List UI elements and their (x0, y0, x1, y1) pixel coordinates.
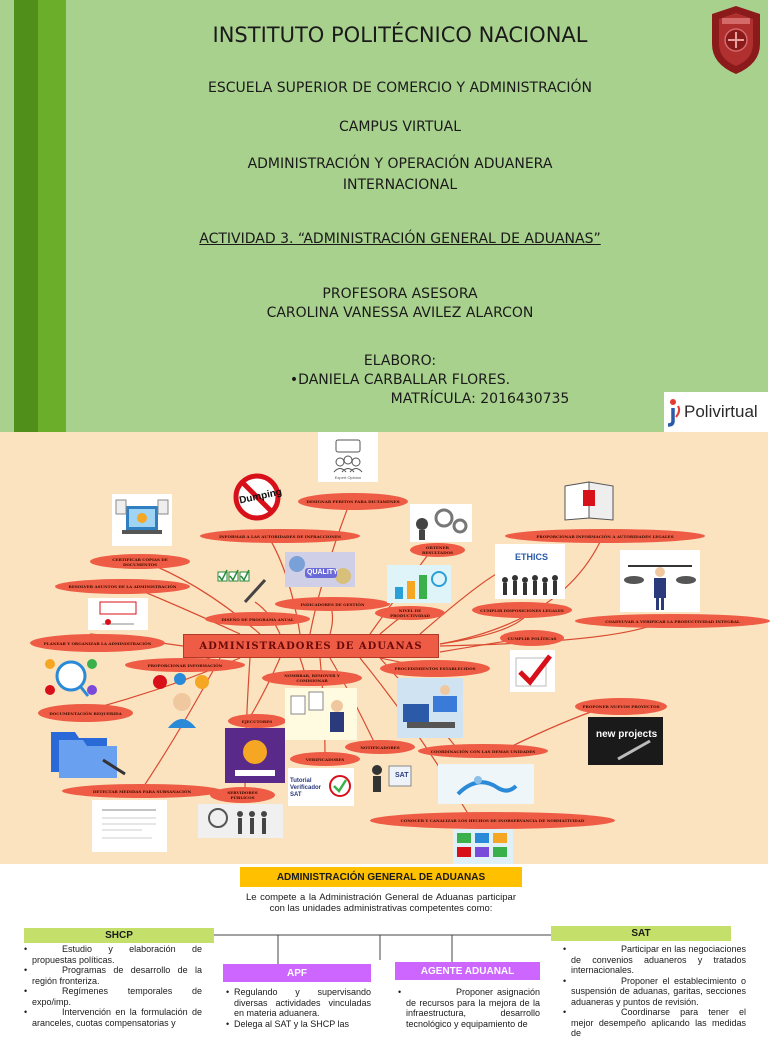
made-by-label: ELABORO: (363, 353, 437, 369)
productivity-image (387, 565, 451, 603)
sat-list (563, 944, 746, 1039)
list-item: • Estudio y elaboración de propuestas políticas. (24, 944, 202, 965)
list-item: • Regulando y supervisando diversas actividades vinculadas en materia aduanera. (226, 987, 371, 1018)
central-node: ADMINISTRADORES DE ADUANAS (183, 634, 439, 658)
planning-magnifier-icon (40, 654, 102, 700)
node-indicadores-gestion: INDICADORES DE GESTIÓN (275, 597, 390, 611)
handshake-icon (438, 764, 534, 804)
node-coordinacion-unidades: COORDINACIÓN CON LAS DEMAS UNIDADES (418, 744, 548, 758)
list-item: • Delega al SAT y la SHCP las (226, 1018, 350, 1029)
quality-label: QUALITY (307, 569, 338, 576)
course-name-line1: ADMINISTRACIÓN Y OPERACIÓN ADUANERA (247, 156, 553, 172)
documents-person-icon (285, 688, 357, 740)
advisor-label: PROFESORA ASESORA (322, 286, 478, 302)
dumping-label: Dumping (238, 486, 283, 507)
agente-aduanal-box: AGENTE ADUANAL (395, 962, 540, 980)
node-detectar-medidas: DETECTAR MEDIDAS PARA SUBSANACIÓN (62, 784, 222, 798)
checkmark-icon (510, 650, 555, 692)
tutorial-label: Tutorial Verificador SAT (290, 778, 322, 798)
mind-map (0, 432, 768, 864)
public-servants-image (198, 804, 283, 838)
institute-title: INSTITUTO POLITÉCNICO NACIONAL (212, 23, 588, 47)
node-proporcionar-informacion: PROPORCIONAR INFORMACIÓN (125, 658, 245, 672)
node-programa-anual: DISEÑO DE PROGRAMA ANUAL (205, 612, 310, 626)
apf-box: APF (223, 964, 371, 982)
left-stripe-light (38, 0, 66, 432)
bar-charts-icon (453, 829, 513, 864)
list-item: • Participar en las negociaciones de convenios aduaneros y tratados internacionales. (563, 944, 746, 975)
campus-name: CAMPUS VIRTUAL (338, 119, 462, 135)
node-certificar-copias: CERTIFICAR COPIAS DE DOCUMENTOS (90, 554, 190, 569)
enrollment-number: MATRÍCULA: 2016430735 (390, 391, 570, 407)
productivity-chart-icon (387, 565, 451, 603)
course-name-line2: INTERNACIONAL (342, 177, 458, 193)
dumping-image (230, 472, 285, 522)
polivirtual-logo (664, 392, 768, 432)
node-planear-organizar: PLANEAR Y ORGANIZAR LA ADMINISTRACIÓN (30, 634, 165, 652)
problem-image (88, 598, 148, 630)
new-projects-label: new projects (596, 729, 658, 740)
sat-notifier-image (365, 758, 415, 798)
title-slide (0, 0, 768, 432)
node-servidores-publicos: SERVIDORES PÚBLICOS (210, 787, 275, 803)
node-nombrar-remover: NOMBRAR, REMOVER Y COMISIONAR (262, 670, 362, 686)
book-icon (557, 476, 622, 524)
node-cumplir-politicas: CUMPLIR POLÍTICAS (500, 630, 564, 646)
node-designar-peritos: DESIGNAR PERITOS PARA DICTAMENES (298, 493, 408, 510)
sat-box: SAT (551, 926, 731, 941)
checklist-image (215, 566, 270, 606)
node-cumplir-disposiciones: CUMPLIR DISPOSICIONES LEGALES (472, 602, 572, 618)
node-ejecutores: EJECUTORES (228, 714, 286, 728)
form-document-icon (92, 800, 167, 852)
folders-icon (45, 722, 130, 780)
quality-image (285, 552, 355, 587)
shcp-list (24, 944, 202, 1028)
sat-label: SAT (395, 772, 409, 779)
public-servants-icon (198, 804, 283, 838)
activity-title: ACTIVIDAD 3. “ADMINISTRACIÓN GENERAL DE ADUANAS” (199, 231, 601, 247)
law-book-image (557, 476, 622, 524)
problem-sign-icon (88, 598, 148, 630)
list-item: • Proponer el establecimiento o suspensión de aduanas, garitas, secciones aduaneras y puntos de revisión. (563, 975, 746, 1007)
node-informar-autoridades: INFORMAR A LAS AUTORIDADES DE INFRACCIONES (200, 529, 360, 543)
polivirtual-logo-icon (664, 397, 682, 427)
questions-person-icon (150, 672, 215, 730)
agd-intro: Le compete a la Administración General de Aduanas participar con las unidades administrativas competentes como: (246, 892, 516, 914)
documents-laptop-icon (112, 494, 172, 546)
list-item: • Intervención en la formulación de aranceles, cuotas compensatorias y (24, 1007, 202, 1028)
documents-image (112, 494, 172, 546)
left-stripe-dark (14, 0, 38, 432)
folders-image (45, 722, 130, 780)
list-item: • Regímenes temporales de expo/imp. (24, 986, 202, 1007)
gears-person-icon (410, 504, 472, 542)
tutorial-image (288, 768, 354, 806)
student-name: •DANIELA CARBALLAR FLORES. (289, 372, 511, 388)
ipn-seal-icon (708, 4, 764, 76)
polivirtual-logo-text: Polivirtual (684, 402, 758, 421)
procedures-image (397, 678, 463, 738)
node-coadyuvar-productividad: COADYUVAR A VERIFICAR LA PRODUCTIVIDAD INTEGRAL (575, 614, 770, 628)
appointment-image (285, 688, 357, 740)
expert-opinion-image (318, 432, 378, 482)
node-verificadores: VERIFICADORES (290, 752, 360, 766)
list-item: • Programas de desarrollo de la región fronteriza. (24, 965, 202, 986)
node-proponer-proyectos: PROPONER NUEVOS PROYECTOS (575, 698, 667, 715)
agente-aduanal-list (398, 987, 540, 1029)
list-item: • Proponer asignación de recursos para la mejora de la infraestructura, desarrollo tecnológico y equipamiento de (398, 987, 540, 1029)
agd-section (0, 864, 768, 1038)
node-procedimientos-establecidos: PROCEDIMIENTOS ESTABLECIDOS (380, 660, 490, 677)
balance-scale-icon (620, 550, 700, 612)
checkmark-image (510, 650, 555, 692)
advisor-name: CAROLINA VANESSA AVILEZ ALARCON (266, 305, 534, 321)
questions-person-image (150, 672, 215, 730)
node-documentacion-requerida: DOCUMENTACIÓN REQUERIDA (38, 704, 133, 722)
node-obtener-resultados: OBTENER RESULTADOS (410, 543, 465, 557)
mental-process-image (410, 504, 472, 542)
ethics-image (495, 544, 565, 599)
planning-image (40, 654, 102, 700)
list-item: • Coordinarse para tener el mejor desempeño aplicando las medidas de (563, 1007, 746, 1038)
node-conocer-canalizar: CONOCER Y CANALIZAR LOS HECHOS DE INOBSERVANCIA DE NORMATIVIDAD (370, 812, 615, 829)
agd-title: ADMINISTRACIÓN GENERAL DE ADUANAS (240, 867, 522, 887)
coordination-image (438, 764, 534, 804)
node-resolver-asuntos: RESOLVER ASUNTOS DE LA ADMINISTRACIÓN (55, 579, 190, 594)
shcp-box: SHCP (24, 928, 214, 943)
node-notificadores: NOTIFICADORES (345, 740, 415, 754)
executors-icon (225, 728, 285, 783)
expert-opinion-caption: Expert Opinion (334, 475, 362, 480)
executors-image (225, 728, 285, 783)
ethics-label: ETHICS (515, 552, 549, 562)
charts-image (453, 829, 513, 864)
new-projects-image (588, 717, 663, 765)
office-desk-icon (397, 678, 463, 738)
checklist-icon (215, 566, 270, 606)
node-nivel-productividad: NIVEL DE PRODUCTIVIDAD (375, 606, 445, 620)
apf-list (226, 987, 371, 1029)
correction-form-image (92, 800, 167, 852)
pen-icon (588, 717, 663, 765)
school-name: ESCUELA SUPERIOR DE COMERCIO Y ADMINISTRACIÓN (208, 80, 592, 96)
scale-balance-image (620, 550, 700, 612)
node-proporcionar-info-autoridades: PROPORCIONAR INFORMACIÓN A AUTORIDADES LEGALES (505, 529, 705, 543)
